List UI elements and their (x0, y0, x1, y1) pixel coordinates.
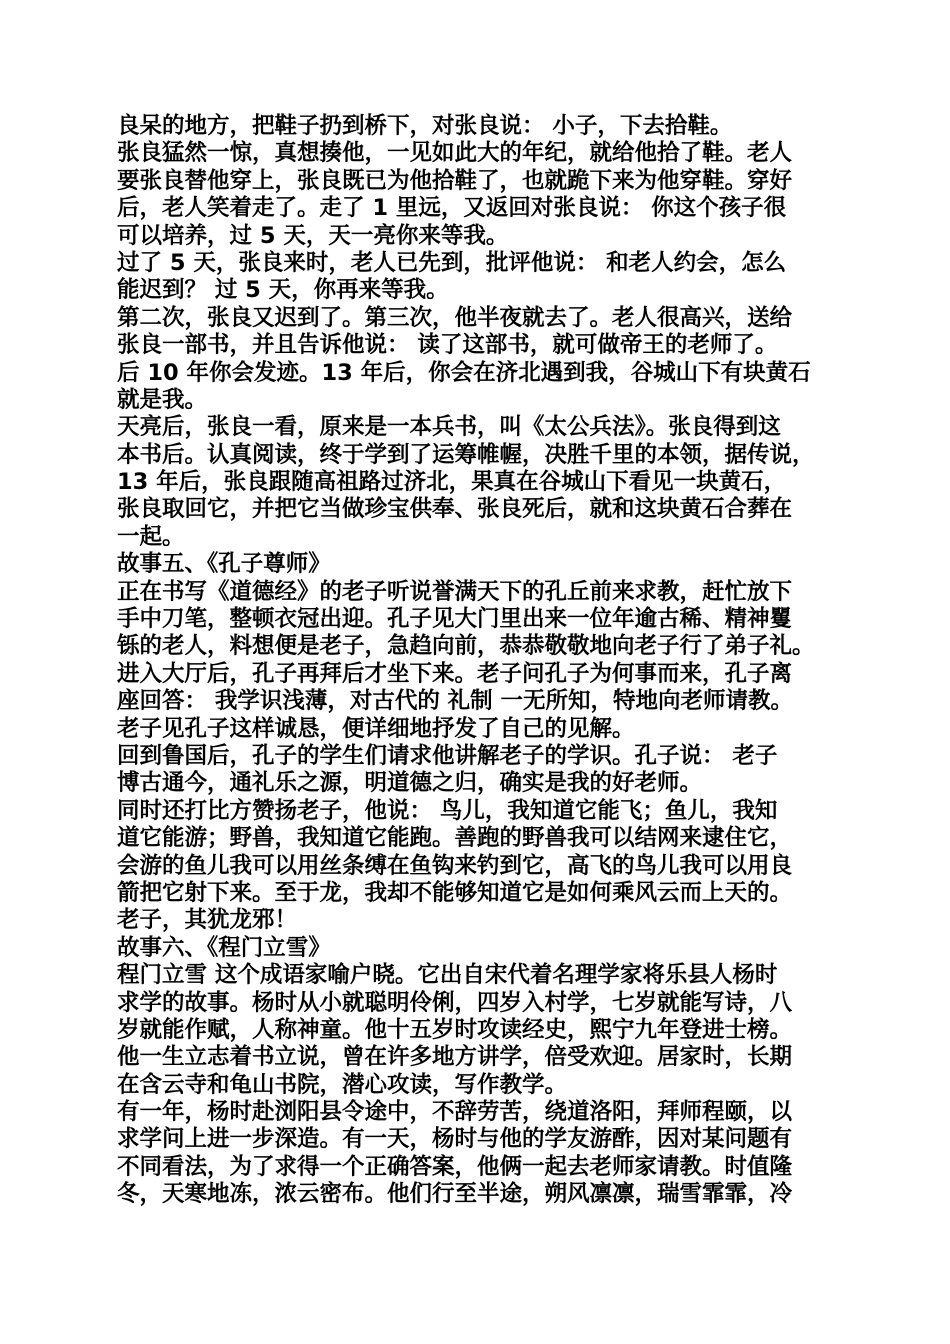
text-line: 在含云寺和龟山书院，潜心攻读，写作教学。 (117, 1071, 568, 1098)
text-line: 座回答： 我学识浅薄，对古代的 礼制 一无所知，特地向老师请教。 (117, 688, 794, 715)
text-line: 就是我。 (117, 386, 208, 413)
text-line: 冬，天寒地冻，浓云密布。他们行至半途，朔风凛凛，瑞雪霏霏，冷 (117, 1181, 793, 1208)
text-line: 一起。 (117, 523, 185, 550)
text-line: 张良一部书，并且告诉他说： 读了这部书，就可做帝王的老师了。 (117, 332, 778, 359)
text-line: 张良猛然一惊，真想揍他，一见如此大的年纪，就给他拾了鞋。老人 (117, 140, 793, 167)
text-line: 同时还打比方赞扬老子，他说： 鸟儿，我知道它能飞；鱼儿，我知 (117, 797, 778, 824)
text-line: 后，老人笑着走了。走了 1 里远，又返回对张良说： 你这个孩子很 (117, 195, 787, 222)
text-line: 回到鲁国后，孔子的学生们请求他讲解老子的学识。孔子说： 老子 (117, 742, 778, 769)
text-line: 要张良替他穿上，张良既已为他拾鞋了，也就跪下来为他穿鞋。穿好 (117, 167, 793, 194)
text-line: 天亮后，张良一看，原来是一本兵书，叫《太公兵法》。张良得到这 (117, 414, 781, 441)
text-line: 求学的故事。杨时从小就聪明伶俐，四岁入村学，七岁就能写诗，八 (117, 989, 793, 1016)
text-line: 程门立雪 这个成语家喻户晓。它出自宋代着名理学家将乐县人杨时 (117, 962, 778, 989)
text-line: 老子，其犹龙邪！ (117, 907, 298, 934)
text-line: 道它能游；野兽，我知道它能跑。善跑的野兽我可以结网来逮住它， (117, 825, 793, 852)
text-line: 13 年后，张良跟随高祖路过济北，果真在谷城山下看见一块黄石， (117, 469, 787, 496)
text-line: 箭把它射下来。至于龙，我却不能够知道它是如何乘风云而上天的。 (117, 879, 793, 906)
text-line: 故事六、《程门立雪》 (117, 934, 331, 961)
text-line: 后 10 年你会发迹。13 年后，你会在济北遇到我，谷城山下有块黄石 (117, 359, 811, 386)
text-line: 岁就能作赋，人称神童。他十五岁时攻读经史，熙宁九年登进士榜。 (117, 1016, 793, 1043)
text-line: 老子见孔子这样诚恳，便详细地抒发了自己的见解。 (117, 715, 635, 742)
text-line: 不同看法，为了求得一个正确答案，他俩一起去老师家请教。时值隆 (117, 1153, 793, 1180)
document-body (117, 113, 857, 1209)
text-line: 进入大厅后，孔子再拜后才坐下来。老子问孔子为何事而来，孔子离 (117, 660, 793, 687)
text-line: 过了 5 天，张良来时，老人已先到，批评他说： 和老人约会，怎么 (117, 249, 787, 276)
text-line: 铄的老人，料想便是老子，急趋向前，恭恭敬敬地向老子行了弟子礼。 (117, 633, 815, 660)
text-line: 本书后。认真阅读，终于学到了运筹帷幄，决胜千里的本领，据传说， (117, 441, 815, 468)
text-line: 有一年，杨时赴浏阳县令途中，不辞劳苦，绕道洛阳，拜师程颐，以 (117, 1099, 793, 1126)
text-line: 求学问上进一步深造。有一天，杨时与他的学友游酢，因对某问题有 (117, 1126, 793, 1153)
text-line: 张良取回它，并把它当做珍宝供奉、张良死后，就和这块黄石合葬在 (117, 496, 793, 523)
text-line: 他一生立志着书立说，曾在许多地方讲学，倍受欢迎。居家时，长期 (117, 1044, 793, 1071)
text-line: 正在书写《道德经》的老子听说誉满天下的孔丘前来求教，赶忙放下 (117, 578, 793, 605)
text-line: 会游的鱼儿我可以用丝条缚在鱼钩来钓到它，高飞的鸟儿我可以用良 (117, 852, 793, 879)
text-line: 手中刀笔，整顿衣冠出迎。孔子见大门里出来一位年逾古稀、精神矍 (117, 606, 793, 633)
text-line: 博古通今，通礼乐之源，明道德之归，确实是我的好老师。 (117, 770, 703, 797)
text-line: 可以培养，过 5 天，天一亮你来等我。 (117, 222, 509, 249)
text-line: 第二次，张良又迟到了。第三次，他半夜就去了。老人很高兴，送给 (117, 304, 793, 331)
text-line: 能迟到？ 过 5 天，你再来等我。 (117, 277, 449, 304)
text-line: 良呆的地方，把鞋子扔到桥下，对张良说： 小子，下去拾鞋。 (117, 113, 733, 139)
text-line: 故事五、《孔子尊师》 (117, 551, 331, 578)
